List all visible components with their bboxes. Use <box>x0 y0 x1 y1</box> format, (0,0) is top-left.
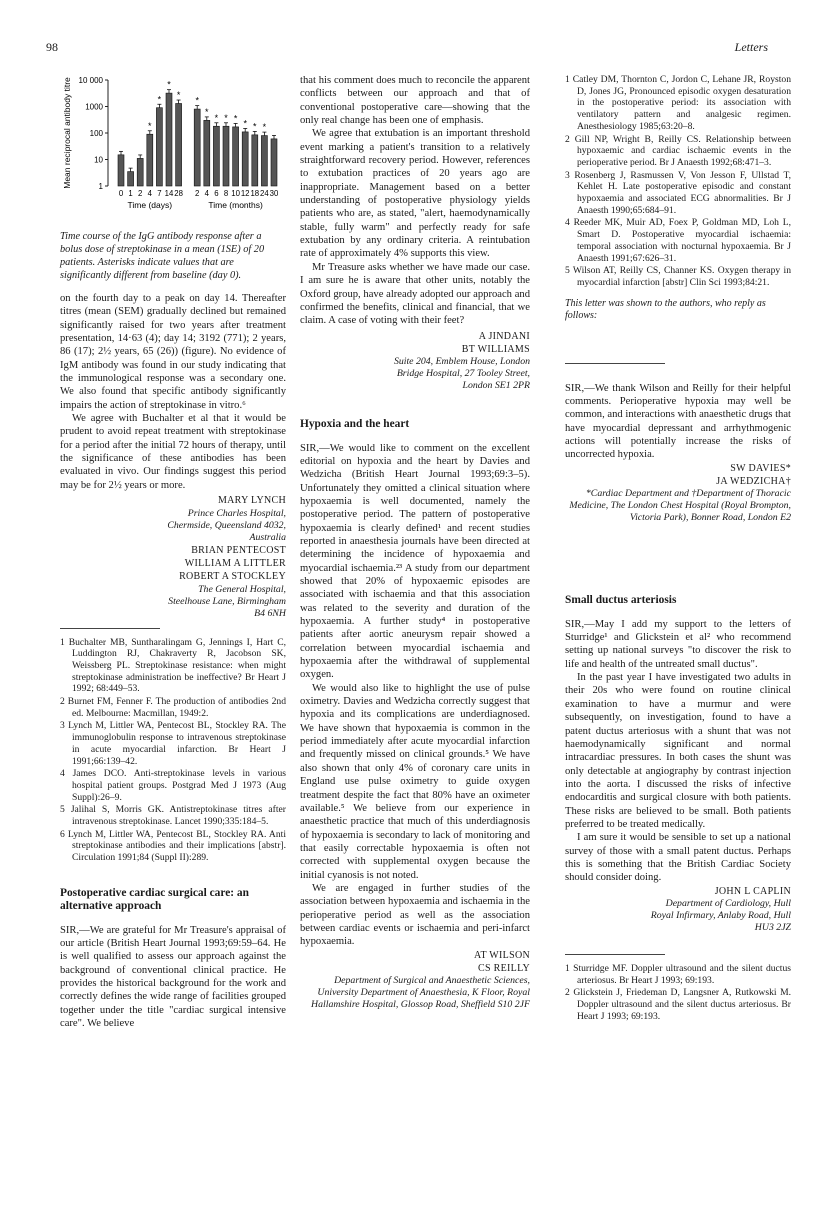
y-tick-label: 1 <box>98 182 103 191</box>
author-name: WILLIAM A LITTLER <box>184 557 286 569</box>
significance-asterisk: * <box>214 112 219 123</box>
author-name: A JINDANI <box>478 330 530 342</box>
reference-list <box>60 637 286 864</box>
significance-asterisk: * <box>262 122 267 133</box>
author-affiliation: Prince Charles Hospital, Chermside, Queensland 4032, Australia <box>167 507 286 543</box>
reference-item: 4 Reeder MK, Muir AD, Foex P, Goldman MD, Loh L, Smart D. Postoperative myocardial ischaemia: temporal association with nocturnal hypoxaemia. Br J Anaesth 1991;67:626–31. <box>565 217 791 264</box>
paragraph: SIR,—We thank Wilson and Reilly for their helpful comments. Perioperative hypoxia may well be common, and interactions with anaesthetic drugs that have myocardial depressant and arrhythmogenic actions will potentially increase the risks of uncorrected hypoxia. <box>565 382 791 461</box>
bar <box>156 108 162 186</box>
bar <box>147 134 153 186</box>
x-tick-label: 10 <box>231 189 240 198</box>
section-title: Small ductus arteriosis <box>565 594 677 607</box>
bar <box>261 136 267 186</box>
bar <box>194 109 200 186</box>
paragraph: We would also like to highlight the use of pulse oximetry. Davies and Wedzicha correctly suggest that hypoxia and its complications are underdiagnosed. We have shown that hypoxaemia is common in the period immediately after acute myocardial infarction and frequently missed on clinical grounds.⁵ We have also shown that only 4% of coronary care units in England use pulse oximetry to guide oxygen treatment despite the fact that 80% have an oximeter available.⁵ We believe from our experience in anaesthetic practice that much of this underdiagnosis of hypoxaemia is secondary to lack of monitoring and that easily correctable hypoxaemia is often not corrected with supplemental oxygen because the initial cyanosis is not noted. <box>300 682 530 881</box>
bar <box>223 126 229 186</box>
author-name: CS REILLY <box>478 962 530 974</box>
paragraph: SIR,—We would like to comment on the excellent editorial on hypoxia and the heart by Davies and Wedzicha (British Heart Journal 1993;69:3–5). Unfortunately they omitted a clinical situation where hypoxaemia is well documented, namely the postoperative period. The pattern of postoperative hypoxaemia is clearly defined¹ and recent studies reported in anaesthesia journals have been directed at determining the incidence of hypoxaemia and myocardial ischaemia.²³ A study from our department showed that 20% of hypoxaemic episodes are associated with ischaemia and that this association was related to the severity and duration of the hypoxaemia. A further study⁴ in postoperative patients after aortic aneurysm repair showed a correlation between myocardial ischaemia and hypoxaemia after the withdrawal of supplemental oxygen. <box>300 442 530 681</box>
reference-item: 3 Rosenberg J, Rasmussen V, Von Jesson F, Ullstad T, Kehlet H. Late postoperative episodic and constant hypoxaemia and associated ECG abnormalities. Br J Anaesth 1990;65:684–91. <box>565 169 791 216</box>
x-group-label: Time (days) <box>127 200 173 210</box>
paragraph: SIR,—May I add my support to the letters of Sturridge¹ and Glickstein et al² who recommend setting up national surveys "to discover the risk to life and health of the untreated small ductus". <box>565 618 791 670</box>
author-name: SW DAVIES* <box>730 462 791 474</box>
paragraph: that his comment does much to reconcile the apparent conflicts between our approach and that of conventional postoperative care—showing that the only real change has been one of emphasis. <box>300 75 530 127</box>
bar <box>271 139 277 186</box>
signature-block <box>300 330 530 393</box>
x-tick-label: 0 <box>118 189 124 198</box>
author-affiliation: The General Hospital, Steelhouse Lane, Birmingham B4 6NH <box>168 583 286 619</box>
bar <box>213 126 219 186</box>
bar <box>204 120 210 186</box>
x-tick-label: 7 <box>157 189 162 198</box>
author-name: JOHN L CAPLIN <box>714 885 791 897</box>
x-tick-label: 30 <box>269 189 279 198</box>
bar <box>166 93 172 186</box>
antibody-chart-svg <box>60 74 286 224</box>
x-tick-label: 18 <box>250 189 260 198</box>
significance-asterisk: * <box>167 79 171 90</box>
divider <box>565 363 665 364</box>
reference-item: 3 Lynch M, Littler WA, Pentecost BL, Stockley RA. The immunoglobulin response to intravenous streptokinase in acute myocardial infarction. Br Heart J 1991;66:139–42. <box>60 720 286 767</box>
reference-item: 5 Jalihal S, Morris GK. Antistreptokinase titres after intravenous streptokinase. Lancet 1990;335:184–5. <box>60 804 286 828</box>
x-tick-label: 12 <box>240 189 250 198</box>
x-tick-label: 28 <box>174 189 183 198</box>
x-tick-label: 6 <box>214 189 219 198</box>
x-group-label: Time (months) <box>208 200 263 210</box>
significance-asterisk: * <box>253 121 257 132</box>
author-name: JA WEDZICHA† <box>716 476 791 488</box>
divider <box>60 628 160 629</box>
column-2 <box>300 74 530 1011</box>
reference-item: 1 Sturridge MF. Doppler ultrasound and the silent ductus arteriosus. Br Heart J 1993; 69:193. <box>565 962 791 986</box>
significance-asterisk: * <box>224 112 228 123</box>
author-affiliation: Department of Cardiology, Hull Royal Infirmary, Anlaby Road, Hull HU3 2JZ <box>650 897 791 933</box>
divider <box>565 954 665 955</box>
x-tick-label: 2 <box>195 189 200 198</box>
significance-asterisk: * <box>233 113 238 124</box>
paragraph: on the fourth day to a peak on day 14. Thereafter titres (mean (SEM) gradually declined but remained significantly raised for two years after treatment presentation, 14·63 (4); day 14; 3192 (771); 2 years, 86 (17); 2½ years, 65 (26)) (figure). No evidence of IgM antibody was found in our study indicating that the immunological response was a secondary one. We also found that specific antibody significantly impairs the action of streptokinase in vitro.⁶ <box>60 293 286 411</box>
author-name: BRIAN PENTECOST <box>191 544 286 556</box>
y-axis-label: Mean reciprocal antibody titre <box>62 77 72 189</box>
reference-item: 2 Gill NP, Wright B, Reilly CS. Relationship between hypoxaemic and cardiac ischaemic events in the perioperative period. Br J Anaesth 1992;68:471–3. <box>565 133 791 168</box>
signature-block <box>300 949 530 1012</box>
bar <box>176 103 182 186</box>
signature-block <box>60 494 286 619</box>
y-tick-label: 100 <box>89 129 103 138</box>
author-affiliation: Department of Surgical and Anaesthetic Sciences, University Department of Anaesthesia, K Floor, Royal Hallamshire Hospital, Glossop Road, Sheffield S10 2JF <box>311 975 530 1011</box>
paragraph: I am sure it would be sensible to set up a national survey of those with a small patent ductus. Perhaps this is something that the British Cardiac Society should consider doing. <box>565 832 791 884</box>
section-title: Postoperative cardiac surgical care: an alternative approach <box>60 886 249 913</box>
reference-item: 5 Wilson AT, Reilly CS, Channer KS. Oxygen therapy in myocardial infarction [abstr] Clin Sci 1993;84:21. <box>565 265 791 288</box>
author-affiliation: Suite 204, Emblem House, London Bridge Hospital, 27 Tooley Street, London SE1 2PR <box>393 356 530 392</box>
x-tick-label: 8 <box>223 189 229 198</box>
significance-asterisk: * <box>157 94 162 105</box>
author-name: MARY LYNCH <box>217 495 286 507</box>
reference-item: 6 Lynch M, Littler WA, Pentecost BL, Stockley RA. Anti streptokinase antibodies and their implications [abstr]. Circulation 1991;84 (Suppl II):289. <box>60 828 286 864</box>
reference-item: 4 James DCO. Anti-streptokinase levels in various hospital patient groups. Postgrad Med J 1973 (Aug Suppl):26–9. <box>60 768 286 803</box>
significance-asterisk: * <box>195 95 199 106</box>
reference-item: 2 Burnet FM, Fenner F. The production of antibodies 2nd ed. Melbourne: Macmillan, 1949:2. <box>60 696 286 719</box>
x-tick-label: 24 <box>260 189 269 198</box>
significance-asterisk: * <box>148 120 152 131</box>
reference-item: 1 Buchalter MB, Suntharalingam G, Jennings I, Hart C, Luddington RJ, Chakraverty R, Jacobson SK, Weissberg PL. Streptokinase resistance: when might streptokinase administration be ineffective? Br Heart J 1992; 68:449–53. <box>60 636 286 695</box>
x-tick-label: 14 <box>164 189 174 198</box>
paragraph: In the past year I have investigated two adults in their 20s who were found on routine clinical examination to have a murmur and were subsequently, on investigation, found to have a patent ductus arteriosus with a shunt that was not haemodynamically significant and normal intracardiac pressures. In both cases the shunt was only detectable at angiography by contrast injection into the aorta. I discussed the risks of infective endocarditis and surgical closure with both patients. These risks are believed to be small. Both patients preferred to be treated medically. <box>565 672 791 830</box>
reference-item: 2 Glickstein J, Friedeman D, Langsner A, Rutkowski M. Doppler ultrasound and the silent ductus arteriosus. Br Heart J 1993; 69:193. <box>565 987 791 1022</box>
significance-asterisk: * <box>176 90 181 101</box>
reference-item: 1 Catley DM, Thornton C, Jordon C, Lehane JR, Royston D, Jones JG, Pronounced episodic oxygen desaturation in the postoperative period: its association with ventilatory pattern and analgesic regimen. Anesthesiology 1985;63:20–8. <box>565 74 791 132</box>
antibody-chart <box>60 74 286 224</box>
paragraph: We agree with Buchalter et al that it would be prudent to avoid repeat treatment with streptokinase for a period after the initial 72 hours of therapy, until the significance of these antibodies has been evaluated in vivo. Our findings suggest this period may be for 2½ years or more. <box>60 413 286 491</box>
paragraph: SIR,—We are grateful for Mr Treasure's appraisal of our article (British Heart Journal 1993;69:59–64. He is well qualified to assess our approach against the background of conventional clinical practice. He provides the historical background for the work and correctly defines the wide range of facilities grouped together under the title "cardiac surgical intensive care". We believe <box>60 924 286 1029</box>
column-1 <box>60 74 286 1030</box>
reference-list <box>565 963 791 1023</box>
x-tick-label: 2 <box>138 189 143 198</box>
significance-asterisk: * <box>205 106 209 117</box>
significance-asterisk: * <box>243 118 247 129</box>
author-name: BT WILLIAMS <box>461 343 530 355</box>
bar <box>118 155 124 186</box>
signature-block <box>565 462 791 525</box>
author-name: AT WILSON <box>474 949 530 961</box>
y-tick-label: 1000 <box>85 102 103 112</box>
y-tick-label: 10 000 <box>78 76 103 85</box>
x-tick-label: 1 <box>128 189 133 198</box>
paragraph: Mr Treasure asks whether we have made our case. I am sure he is aware that other units, notably the Oxford group, have already adopted our approach and confirmed the benefits, clinical and financial, that we claim. A case of voting with their feet? <box>300 261 530 327</box>
figure-caption: Time course of the IgG antibody response after a bolus dose of streptokinase in a mean (1SE) of 20 patients. Asterisks indicate values that are significantly different from baseline (day 0). <box>60 231 265 281</box>
signature-block <box>565 885 791 934</box>
editor-note: This letter was shown to the authors, who reply as follows: <box>565 297 766 322</box>
x-tick-label: 4 <box>147 189 152 198</box>
section-title: Hypoxia and the heart <box>300 418 410 431</box>
author-name: ROBERT A STOCKLEY <box>179 571 286 583</box>
bar <box>242 132 248 186</box>
bar <box>252 135 258 186</box>
paragraph: We agree that extubation is an important threshold event marking a patient's transition to a relatively straightforward recovery period. However, references to extubation practices of 20 years ago are inappropriate. Management based on a better understanding of postoperative physiology yields patients who are, as stated, "alert, haemodynamically stable, fully warm" and perfectly ready for safe extubation by any ordinary criteria. A reintubation rate of approximately 4% supports this view. <box>300 128 530 260</box>
y-tick-label: 10 <box>94 155 103 165</box>
bar <box>128 172 134 186</box>
author-affiliation: *Cardiac Department and †Department of Thoracic Medicine, The London Chest Hospital (Royal Brompton, Victoria Park), Bonner Road, London E2 <box>569 488 791 524</box>
x-tick-label: 4 <box>204 189 209 198</box>
running-header: Letters <box>734 40 768 54</box>
bar <box>233 127 239 186</box>
column-3 <box>565 74 791 1023</box>
reference-list <box>565 74 791 289</box>
bar <box>137 158 143 186</box>
page-number: 98 <box>46 40 58 54</box>
paragraph: We are engaged in further studies of the association between hypoxaemia and ischaemia in the perioperative period as well as the association between cardiac events or ischaemia and peri-infarct hypoxaemia. <box>300 882 530 948</box>
